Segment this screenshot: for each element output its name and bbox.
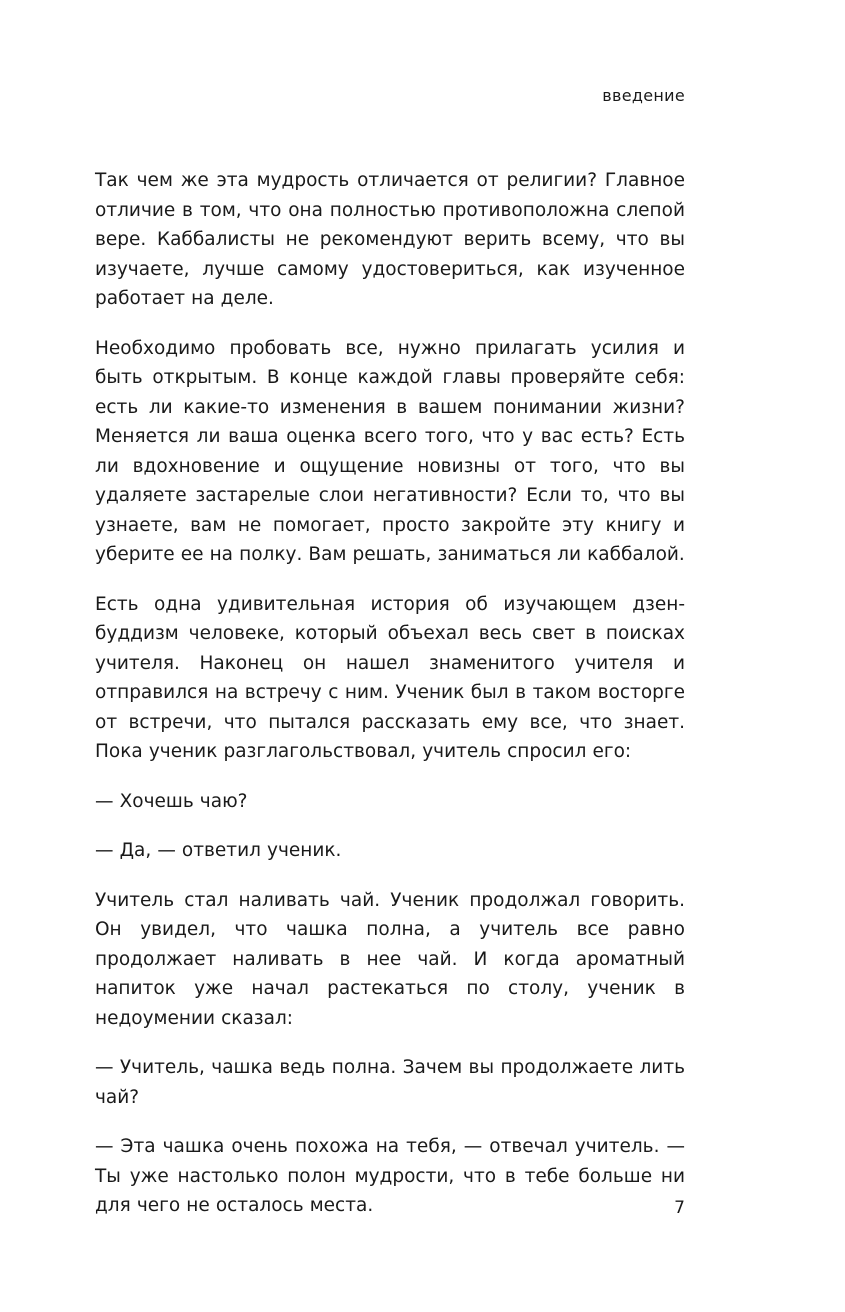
dialogue-line: — Учитель, чашка ведь полна. Зачем вы продолжаете лить чай? <box>95 1057 685 1108</box>
dialogue-line: — Да, — ответил ученик. <box>95 840 342 861</box>
running-head: введение <box>602 86 685 105</box>
paragraph: Учитель стал наливать чай. Ученик продолжал говорить. Он увидел, что чашка полна, а учитель все равно продолжает наливать в нее чай. И когда ароматный напиток уже начал растекаться по столу, ученик в недоумении сказал: <box>95 889 685 1029</box>
dialogue-line: — Эта чашка очень похожа на тебя, — отвечал учитель. — Ты уже настолько полон мудрости, что в тебе больше ни для чего не осталось места. <box>95 1136 685 1216</box>
paragraph: Есть одна удивительная история об изучающем дзен-буддизм человеке, который объехал весь свет в поисках учителя. Наконец он нашел знаменитого учителя и отправился на встречу с ним. Ученик был в таком восторге от встречи, что пытался рассказать ему все, что знает. Пока ученик разглагольствовал, учитель спросил его: <box>95 593 685 762</box>
paragraph: Необходимо пробовать все, нужно прилагать усилия и быть открытым. В конце каждой главы проверяйте себя: есть ли какие-то изменения в вашем понимании жизни? Меняется ли ваша оценка всего того, что у вас есть? Есть ли вдохновение и ощущение новизны от того, что вы удаляете застарелые слои негативности? Если то, что вы узнаете, вам не помогает, просто закройте эту книгу и уберите ее на полку. Вам решать, заниматься ли каббалой. <box>95 337 685 565</box>
paragraph: Так чем же эта мудрость отличается от религии? Главное отличие в том, что она полностью противоположна слепой вере. Каббалисты не рекомендуют верить всему, что вы изучаете, лучше самому удостовериться, как изученное работает на деле. <box>95 170 685 309</box>
dialogue-line: — Хочешь чаю? <box>95 790 248 812</box>
page-number: 7 <box>674 1198 685 1218</box>
body-text <box>95 166 685 1241</box>
